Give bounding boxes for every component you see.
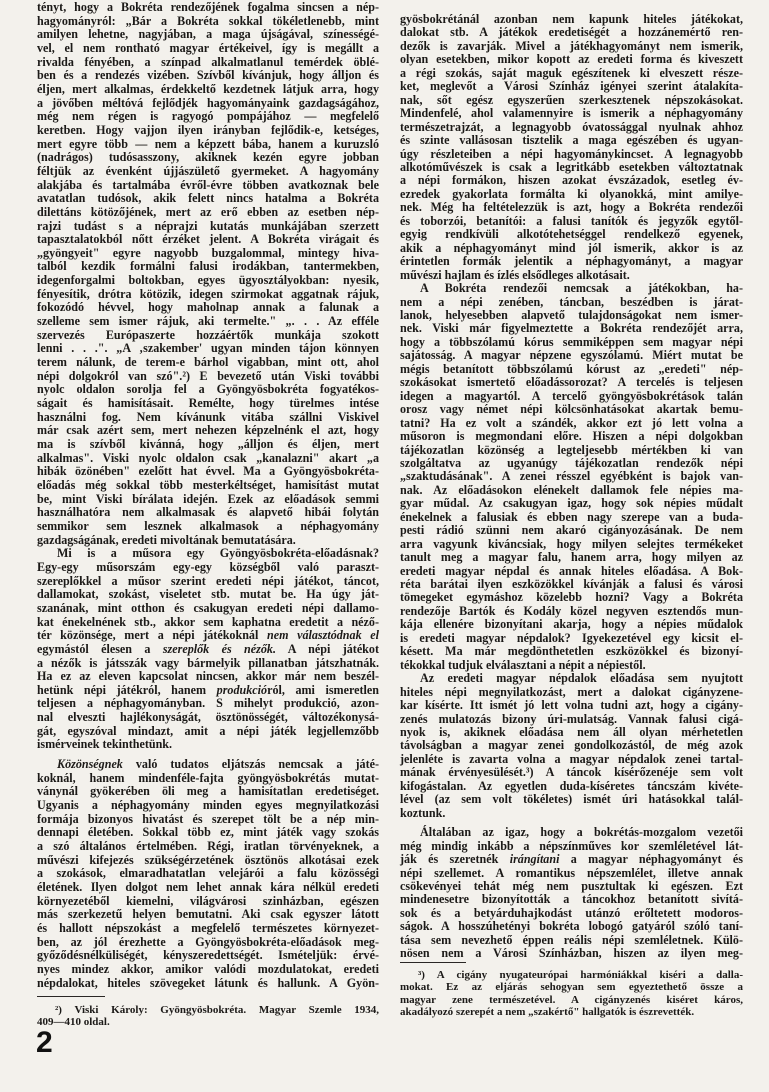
text-line: úgy részleteiben a népi hagyománykincset. A legnagyobb	[400, 146, 743, 161]
text-line: alkalmas". Viski nyolc oldalon csak „kanalazni" akart „a	[37, 450, 379, 465]
text-line: akik a néphagyományt mind jól ismerik, akkor is az	[400, 240, 743, 255]
text-line: a szokások, elmaradhatatlan velejárói a falu közösségi	[37, 866, 379, 881]
paragraph	[37, 758, 379, 990]
text-line: ket, meglevőt a Városi Színház igényei szerint átalakíta-	[400, 79, 743, 94]
text-line: keretben. Hogy vajjon ilyen irányban fejlődik-e, ketséges,	[37, 122, 379, 137]
text-line: mindenesetre bizonyították a táncokhoz betanított sivítá-	[400, 892, 743, 907]
text-line: érintetlen formák jelentik a néphagyományt, a magyar	[400, 254, 743, 269]
text-line: népi szellemet. A romantikus népszemlélet, illetve annak	[400, 865, 743, 880]
text-line: kifogástalan. Az egyetlen duda-kíséretes táncszám kivéte-	[400, 778, 743, 793]
text-line: Mi is a műsora egy Gyöngyösbokréta-előadásnak?	[57, 546, 379, 561]
text-line: hetünk népi játékról, hanem produkcióról, ami ismeretlen	[37, 682, 379, 697]
text-line: 409—410 oldal.	[37, 1016, 110, 1029]
text-line: használhatóra nem alkalmasak és alapvető hibái folytán	[37, 505, 379, 520]
paragraph	[37, 547, 379, 752]
text-line: rivalda fényében, a színpad alkalmatlanul temérdek öblé-	[37, 54, 379, 69]
text-line: terem nálunk, de terem-e bárhol vigabban, mint ott, ahol	[37, 355, 379, 370]
text-line: idegen a magyartól. A tercelő gyöngyösbokrétások talán	[400, 388, 743, 403]
text-line: fokozódó hévvel, hogy maholnap annak a falunak a	[37, 300, 379, 315]
text-line: semmikor sem lesznek alkalmasok a néphagyomány	[37, 518, 379, 533]
text-line: akadályozó szerepét a nem „szakértő" hallgatók is észrevették.	[400, 1006, 695, 1019]
text-line: nak. Az előadásokon elénekelt dallamok fele népies ma-	[400, 482, 743, 497]
text-line: Ugyanis a néphagyomány minden egyes megnyilatkozási	[37, 798, 379, 813]
text-line: már csak azért sem, mert nehezen képzelnénk el azt, hogy	[37, 423, 379, 438]
text-line: Egy-egy műsorszám egy-egy községből való paraszt-	[37, 559, 379, 574]
text-line: hibák özönében" ezelőtt hat évvel. Ma a Gyöngyösbokréta-	[37, 464, 379, 479]
text-line: művészi hajlam és ízlés elsődleges alkotásait.	[400, 267, 630, 282]
text-line: fényesítik, drótra kötözik, idegen szirmokat aggatnak rájuk,	[37, 286, 379, 301]
text-line: koknál, hanem mindenféle-fajta gyöngyösbokrétás mutat-	[37, 770, 379, 785]
text-line: ságok. A hosszúhetényi bokréta lobogó gatyáról szóló taní-	[400, 919, 743, 934]
text-line: csökevényei tehát még nem pusztultak ki egészen. Ezt	[400, 879, 743, 893]
text-line: dilettáns kötözőjének, mert az erő ebben az esetben nép-	[37, 204, 379, 219]
text-line: tanult meg a magyar falu, hanem arra, hogy milyen az	[400, 550, 743, 565]
text-line: tatni? Ha ez volt a szándék, akkor ezt jó lett volna a	[400, 415, 743, 430]
text-line: féltjük az évenként újjászülető gyermeket. A hagyomány	[37, 163, 379, 178]
text-line: magyar zene természetével. A cigányzenés kiséret káros,	[400, 993, 743, 1006]
text-line: ságait és hamisításait. Remélte, hogy türelmes intése	[37, 396, 379, 411]
text-line: nek. Viski már figyelmeztette a Bokréta rendezőjét arra,	[400, 321, 743, 336]
text-line: alkotóművészek is csak a legritkább esetekben változtatnak	[400, 159, 743, 174]
text-line: mának érvényesülését.³) A táncok kísérőzenéje sem volt	[400, 765, 743, 780]
text-line: kar kísérte. Itt ismét jó lett volna tudni azt, hogy a cigány-	[400, 698, 743, 713]
text-line: nem a népi zenében, táncban, beszédben is járat-	[400, 294, 743, 309]
text-line: rajzi tudást s a néprajzi kutatás munkájában szerzett	[37, 218, 379, 233]
text-line: Ha ez az eleven kapcsolat nincsen, akkor már nem beszél-	[37, 669, 379, 684]
text-line: koztunk.	[400, 805, 446, 820]
text-line: Általában az igaz, hogy a bokrétás-mozgalom vezetői	[420, 825, 743, 840]
text-line: A Bokréta rendezői nemcsak a játékokban, ha-	[420, 281, 743, 296]
text-line: népi dolgokról van szó".²) E bevezető után Viski további	[37, 368, 379, 383]
text-line: késett. Ma már megdönthetetlen eszközökkel és bizonyí-	[400, 644, 743, 659]
text-line: lanok, helyesebben alapvető tulajdonságokat nem ismer-	[400, 307, 743, 322]
text-line: dennapi életében. Sokkal több ez, mint játék vagy szokás	[37, 825, 379, 840]
text-line: a nézők is játsszák vagy bármelyik pillanatban játszhatnák.	[37, 655, 379, 670]
text-line: és toborzói, betanítói: a falusi tanítók és jegyzők egytől-	[400, 213, 743, 228]
text-line: nal elveszti hajlékonyságát, ösztönösségét, változékonysá-	[37, 710, 379, 725]
text-line: nyes mindez akkor, amikor valódi mozdulatokat, eredeti	[37, 961, 379, 976]
emphasis: szereplők és nézők.	[162, 641, 276, 656]
text-line: arra vagyunk kiváncsiak, hogy milyen selejtes termékeket	[400, 536, 743, 551]
text-line: pesti rádió szünni nem akaró cigányozásának. De nem	[400, 523, 743, 538]
text-line: nyolc oldalon sorolja fel a Gyöngyösbokréta fogyatékos-	[37, 382, 379, 397]
text-line: éljen, mert alkalmas, érdekkeltő kezdetnek látjuk arra, hogy	[37, 81, 379, 96]
text-line: rendezője Bartók és Kodály közel negyven esztendős mun-	[400, 603, 743, 618]
emphasis: irángítani	[509, 852, 560, 867]
text-line: nak, sőt egész egyszerűen szerkesztenek népszokásokat.	[400, 92, 743, 107]
text-line: Az eredeti magyar népdalok előadása sem nyujtott	[420, 671, 743, 686]
text-line: és szinte vallásosan tisztelik a maga egészében és ugyan-	[400, 133, 743, 148]
text-line: és hallott népszokást a megfelelő természetes környezet-	[37, 920, 379, 935]
text-line: jelenléte is zavarta volna a magyar népdalok zenei tartal-	[400, 751, 743, 766]
text-line: nösen nem a Városi Színházban, hiszen az ilyen meg-	[400, 946, 743, 961]
text-line: hiteles népi megnyilatkozást, mert a dalokat cigányzene-	[400, 684, 743, 699]
page-number: 2	[36, 1026, 53, 1059]
text-line: Mindenfelé, ahol valamennyire is ismerik a néphagyomány	[400, 106, 743, 121]
text-line: dalokat stb. A játékok eredetiségét a hozzánemértő ren-	[400, 25, 743, 40]
text-line: ismérveinek tekinthetünk.	[37, 737, 173, 752]
text-line: a régi szokás, saját maguk egészítenek ki elveszett része-	[400, 65, 743, 80]
text-line: egymástól élesen a szereplők és nézők. A népi játékot	[37, 641, 379, 656]
text-line: teljesen a néphagyományban. S mihelyt produkció, azon-	[37, 696, 379, 711]
text-line: művészi kifejezés szükségérzetének ösztönös alkotásai ezek	[37, 852, 379, 867]
text-line: be, mint Viski bírálata idején. Ezek az előadások semmi	[37, 491, 379, 506]
text-line: tér közönsége, mert a népi játékoknál nem választódnak el	[37, 628, 379, 643]
footnote-divider-left	[37, 996, 105, 997]
text-line: zenés mulatozás bizony úri-mulatság. Vannak falusi cigá-	[400, 711, 743, 726]
text-line: gát, egyszóval mindazt, amit a népi játék legjellemzőbb	[37, 723, 379, 738]
text-line: gazdagságának, eredeti mivoltának bemutatására.	[37, 532, 296, 547]
text-line: népdalokat, hiteles szövegeket látunk és hallunk. A Gyön-	[37, 975, 379, 990]
text-line: Közönségnek való tudatos eljátszás nemcsak a játé-	[57, 757, 379, 772]
text-line: szokásokat ismertető előadássorozat? A tercelés is teljesen	[400, 375, 743, 390]
text-line: „szaktudásának". A zenei résszel egyébként is bajok van-	[400, 469, 743, 484]
text-line: olyan esetekben, mikor kopott az eredeti forma és kiveszett	[400, 52, 743, 67]
text-line: nek. Még ha feltételezzük is azt, hogy a Bokréta rendezői	[400, 200, 743, 215]
text-line: előadás még sokkal több mesterkéltséget, hamisítást mutat	[37, 477, 379, 492]
text-line: hagyományról: „Bár a Bokréta sokkal tökéletlenebb, mint	[37, 13, 379, 28]
text-line: használni fog. Nem kívánunk vitába szállni Viskivel	[37, 409, 379, 424]
text-line: mégis betanított többszólamú kórust az „eredeti" nép-	[400, 361, 743, 376]
text-line: talból kezdik formálni falusi irodákban, tantermekben,	[37, 259, 379, 274]
text-line: a szó általános értelmében. Régi, iratlan törvényeknek, a	[37, 839, 379, 854]
text-line: formája bizonyos hivatást és szerepet tölt be a nép min-	[37, 811, 379, 826]
text-line: gyösbokrétánál azonban nem kapunk hiteles játékokat,	[400, 12, 743, 26]
footnote-divider-right	[400, 962, 466, 963]
text-line: avatatlan tudósok, akik felett nincs hatalma a Bokréta	[37, 191, 379, 206]
text-line: vel, el nem rontható magyar értékeivel, így is megállt a	[37, 40, 379, 55]
text-line: szereplőkkel a műsor szerint eredeti népi játékot, táncot,	[37, 573, 379, 588]
paragraph	[400, 13, 743, 282]
text-line: nyok is, akiknek előadása nem áll olyan mérhetetlen	[400, 725, 743, 740]
paragraph	[400, 282, 743, 672]
text-line: szanának, mint otthon és csakugyan eredeti népi dallamo-	[37, 600, 379, 615]
text-line: kája ellenére bizonyítani akarja, hogy a népies műdalok	[400, 617, 743, 632]
text-line: tékokkal tudjuk elválasztani a népit a népiestől.	[400, 657, 646, 672]
text-line: énekelnek a falusiak és ebben nagy szerepe van a buda-	[400, 509, 743, 524]
text-line: szelleme sem ismer rájuk, aki termelte." „. . . Az efféle	[37, 314, 379, 329]
footnote-3	[400, 969, 743, 1019]
emphasis: Közönségnek	[57, 757, 123, 772]
text-line: távolságban a magyar zenei gondolkozástól, de még azok	[400, 738, 743, 753]
text-line: eredeti magyar népdal és annak hiteles előadása. A Bok-	[400, 563, 743, 578]
text-line: ványnál gyökerében öli meg a hamisítatlan eredetiséget.	[37, 784, 379, 799]
text-line: ²) Viski Károly: Gyöngyösbokréta. Magyar Szemle 1934,	[55, 1004, 379, 1016]
text-line: idegenforgalmi boltokban, egyes ügyosztályokban: nyesik,	[37, 273, 379, 288]
text-line: ják és szeretnék irángítani a magyar néphagyományt és	[400, 852, 743, 867]
text-line: tapasztalatokból nőtt érzéket jelent. A Bokréta virágait és	[37, 232, 379, 247]
text-line: mokat. Ez az eljárás sehogyan sem egyeztethető össze a	[400, 981, 743, 994]
text-line: réta barátai ilyen eszközökkel kívánják a falusi és városi	[400, 577, 743, 592]
text-line: (nadrágos) tudósasszony, akiknek kezén egyre jobban	[37, 150, 379, 165]
text-line: még nem régen is ragyogó pompájához — megfelelő	[37, 109, 379, 124]
left-text-column	[37, 1, 379, 990]
text-line: sok és a betyárduhajkodást utánzó erőltetett modoros-	[400, 905, 743, 920]
text-line: szervezés Európaszerte hozzáértők munkája szokott	[37, 327, 379, 342]
text-line: szolgáltatva az ugyanúgy tájékozatlan rendezők népi	[400, 455, 743, 470]
text-line: tömegeket egymáshoz közelebb hozni? Vagy a Bokréta	[400, 590, 743, 605]
text-line: győződésnélküliségét, kényszeredettségét. Ismételjük: érvé-	[37, 948, 379, 963]
text-line: tása sem nevezhető éppen reális népi szemléletnek. Külö-	[400, 932, 743, 947]
text-line: ben és a rendezés vizében. Szívből kívánjuk, hogy álljon és	[37, 68, 379, 83]
footnote-2	[37, 1004, 379, 1029]
text-line: orosz vagy német népi kölcsönhatásokat akartak bemu-	[400, 402, 743, 417]
text-line: egyig rendkívüli alkotótehetséggel rendelkező egyenek,	[400, 227, 743, 242]
text-line: „gyöngyeit" egyre nagyobb buzgalommal, mintegy hiva-	[37, 245, 379, 260]
text-line: alakjába és tartalmába évről-évre többen avatkoznak bele	[37, 177, 379, 192]
text-line: tájékozatlan közönség a legteljesebb mértékben ki van	[400, 442, 743, 457]
right-text-column	[400, 13, 743, 961]
text-line: ma is szívből kivánná, hogy „álljon és éljen, mert	[37, 437, 379, 451]
text-line: amilyen lehetne, nagyjában, a maga újságával, színességé-	[37, 27, 379, 42]
paragraph	[400, 826, 743, 961]
text-line: más szerkezetű helyen bemutatni. Aki csak egyszer látott	[37, 907, 379, 922]
text-line: gyar műdal. Az csakugyan igaz, hogy sok népies műdalt	[400, 496, 743, 511]
text-line: ezredek gyakorlata formálta ki olyanokká, mint amilye-	[400, 186, 743, 201]
text-line: természetrajzát, a legnagyobb óvatossággal nyulnak ahhoz	[400, 119, 743, 134]
text-line: ³) A cigány nyugateurópai harmóniákkal kiséri a dalla-	[418, 969, 743, 981]
text-line: dallamokat, szokást, viseletet stb. mutat be. Ha úgy ját-	[37, 587, 379, 602]
text-line: környezetéből kiemelni, világvárosi szinházban, egészen	[37, 893, 379, 908]
text-line: lével (az sem volt tökéletes) ismét úri hatásokkal talál-	[400, 792, 743, 807]
text-line: hogy a többszólamú kórus semmiképpen sem magyar népi	[400, 334, 743, 349]
paragraph	[37, 1, 379, 547]
paragraph	[400, 672, 743, 820]
text-line: lenni . . .". „A ‚szakember' ugyan minden tájon könnyen	[37, 341, 379, 356]
emphasis: produkció	[216, 682, 268, 697]
text-line: is eredeti magyar népdalok? Igyekezetével egy kicsit el-	[400, 630, 743, 645]
text-line: tényt, hogy a Bokréta rendezőjének fogalma sincsen a nép-	[37, 0, 379, 14]
text-line: a népi formákon, hiszen azokat évszázadok, esetleg év-	[400, 173, 743, 188]
text-line: műsoron is megmondani előre. Hiszen a népi dolgokban	[400, 429, 743, 444]
emphasis: nem választódnak el	[266, 628, 379, 643]
text-line: ben, az jól érezhette a Gyöngyösbokréta-előadások meg-	[37, 934, 379, 949]
text-line: mert egyre több — nem a képzett bába, hanem a kuruzsló	[37, 136, 379, 151]
text-line: kat énekelnének stb., akkor sem kaphatna eredetit a néző-	[37, 614, 379, 629]
text-line: sajátosság. A magyar népzene egyszólamú. Miért mutat be	[400, 348, 743, 363]
text-line: a jövőben méltóvá fejlődjék hagyományaink gazdagságához,	[37, 95, 379, 110]
text-line: életének. Ilyen dolgot nem lehet annak kára nélkül eredeti	[37, 880, 379, 894]
text-line: még mindig inkább a népszínműves kor szemléletével lát-	[400, 838, 743, 853]
text-line: dezők is zavarják. Mivel a játékhagyományt nem ismerik,	[400, 38, 743, 53]
